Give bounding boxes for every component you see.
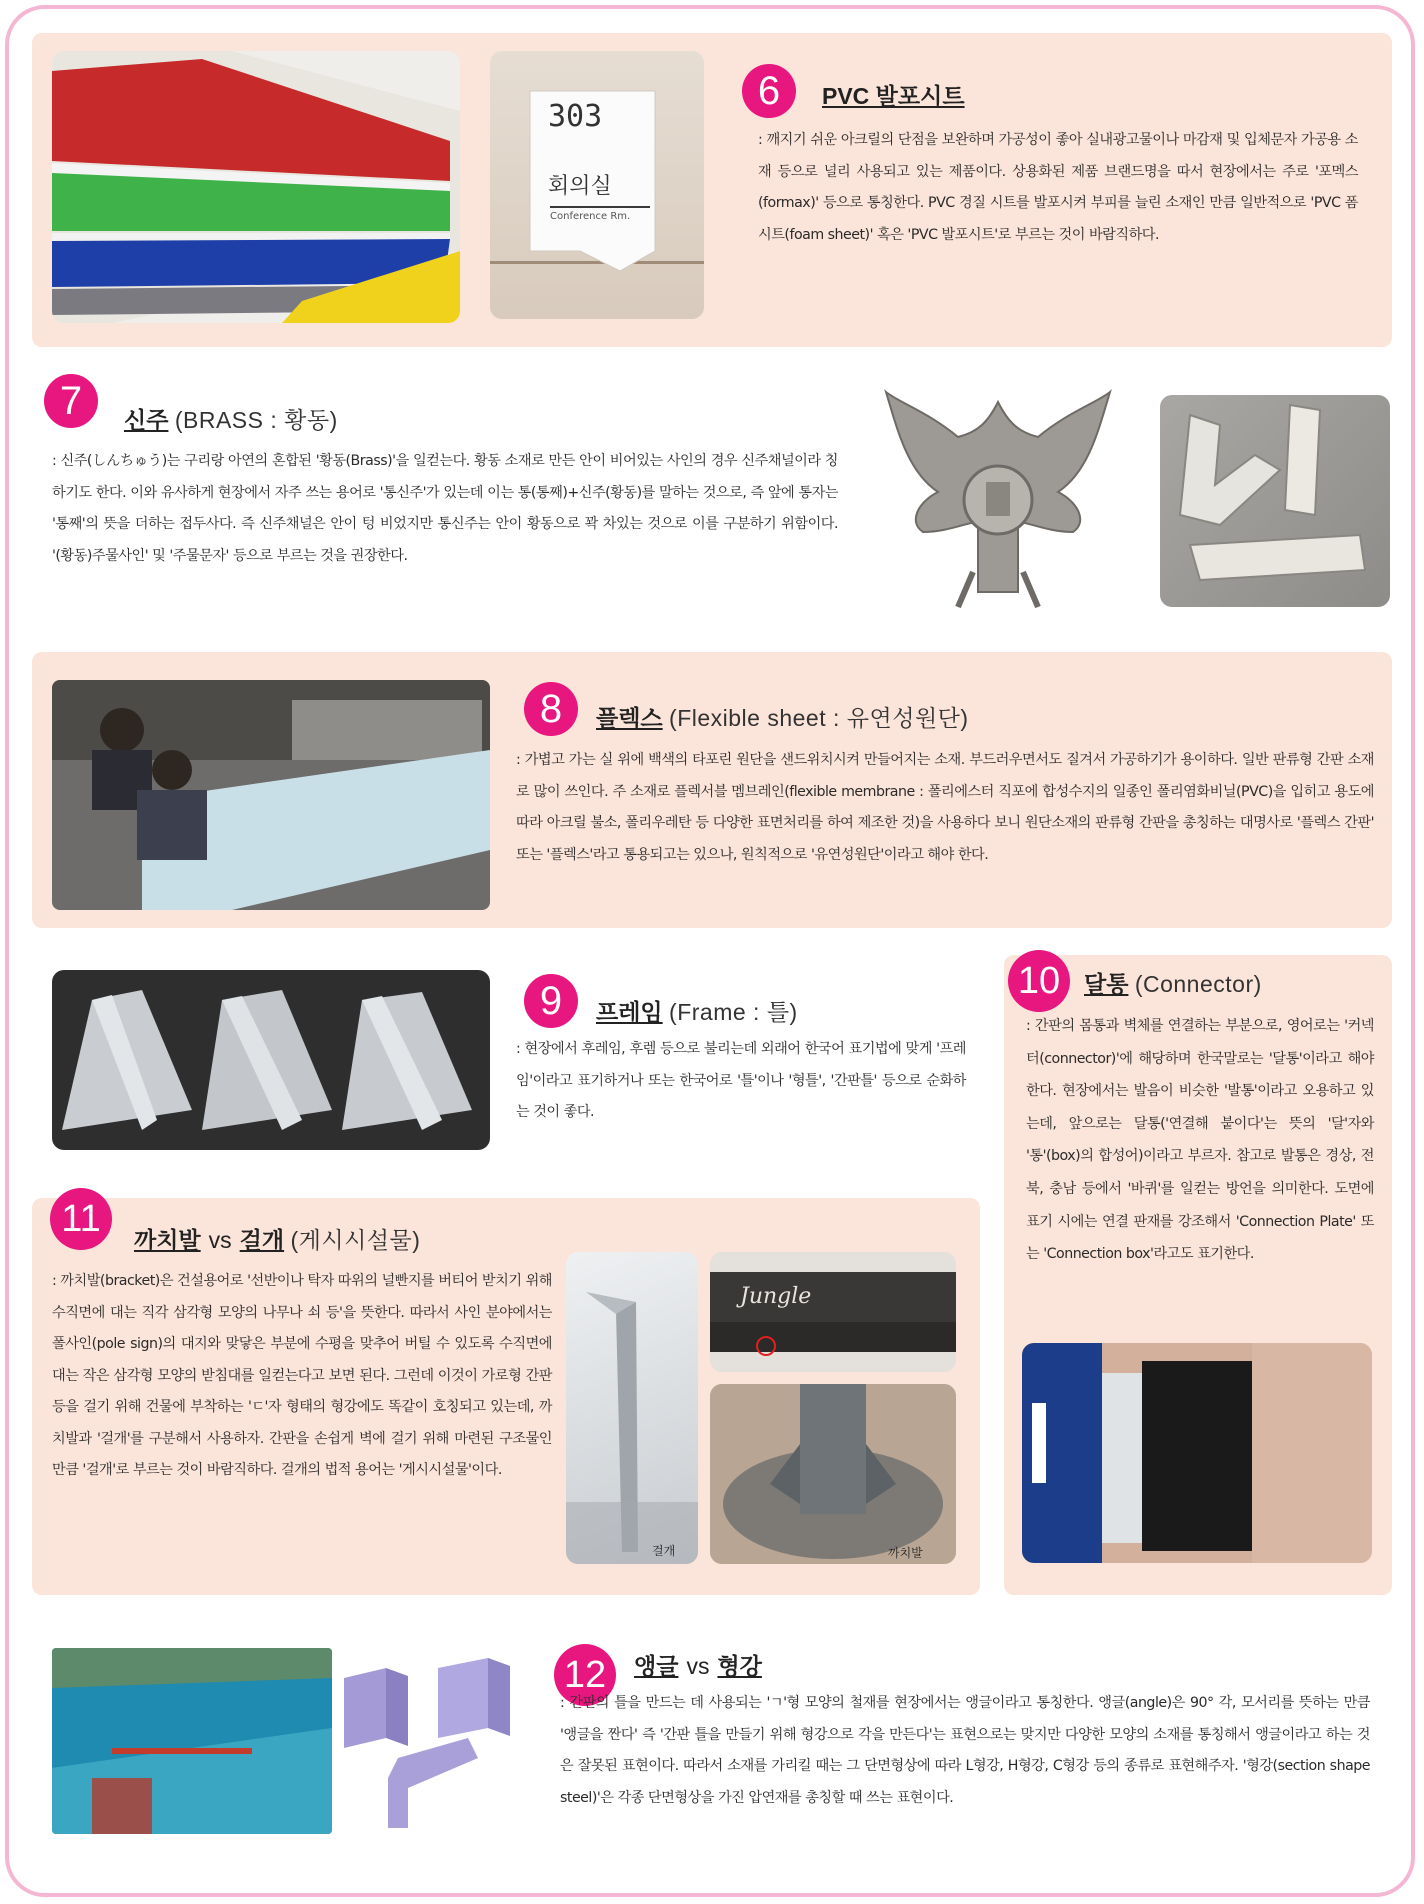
section-9-title-en: (Frame : 틀) <box>669 999 798 1025</box>
room-number: 303 <box>548 99 603 134</box>
section-11-title-b: 걸개 <box>239 1227 285 1253</box>
brass-eagle-photo <box>878 382 1118 612</box>
section-6-number: 6 <box>742 64 796 118</box>
section-7-body: : 신주(しんちゅう)는 구리랑 아연의 혼합된 '황동(Brass)'을 일컫는다. 황동 소재로 만든 안이 비어있는 사인의 경우 신주채널이라 칭하기도 한다. 이와 유사하게 현장에서 자주 쓰는 용어로 '통신주'가 있는데 이는 통(통째)+신주(황동)를 말하는 것으로, 즉 앞에 통자는 '통째'의 뜻을 더하는 접두사다. 즉 신주채널은 안이 텅 비었지만 통신주는 안이 황동으로 꽉 차있는 것으로 이를 구분하기 위함이다. '(황동)주물사인' 및 '주물문자' 등으로 부르는 것을 권장한다. <box>52 453 838 564</box>
section-12-title <box>634 1648 762 1681</box>
caption-bracket: 까치발 <box>888 1546 923 1560</box>
brass-letter-photo <box>1160 395 1390 607</box>
store-sign-photo <box>710 1252 956 1372</box>
section-8-title <box>596 700 969 733</box>
caption-hanger: 걸개 <box>652 1544 676 1558</box>
section-12-number: 12 <box>554 1644 616 1706</box>
section-shapes-illustration <box>338 1648 538 1834</box>
section-10-title-text: 달통 <box>1084 971 1129 997</box>
section-6-body: : 깨지기 쉬운 아크릴의 단점을 보완하며 가공성이 좋아 실내광고물이나 마감재 및 입체문자 가공용 소재 등으로 널리 사용되고 있는 제품이다. 상용화된 제품 브랜드명을 따서 현장에서는 주로 '포멕스(formax)' 등으로 통칭한다. PVC 경질 시트를 발포시켜 부피를 늘린 소재인 만큼 일반적으로 'PVC 폼 시트(foam sheet)' 혹은 'PVC 발포시트'로 부르는 것이 바람직하다. <box>758 132 1358 243</box>
section-12-title-b: 형강 <box>717 1653 762 1679</box>
section-7-title <box>124 402 338 435</box>
section-10-number: 10 <box>1008 950 1070 1012</box>
flex-sheet-workers-photo <box>52 680 490 910</box>
section-10-body: : 간판의 몸통과 벽체를 연결하는 부분으로, 영어로는 '커넥터(connector)'에 해당하며 한국말로는 '달통'이라고 해야 한다. 현장에서는 발음이 비슷한 '발통'이라고 오용하고 있는데, 앞으로는 달통('연결해 붙이다'는 뜻의 '달'자와 '통'(box)의 합성어)이라고 부르자. 참고로 발통은 경상, 전북, 충남 등에서 '바퀴'를 일컫는 방언을 의미한다. 도면에 표기 시에는 연결 판재를 강조해서 'Connection Plate' 또는 'Connection box'라고도 표기한다. <box>1026 1018 1374 1263</box>
pvc-sheets-photo <box>52 51 460 323</box>
section-8-title-text: 플렉스 <box>596 705 663 731</box>
bracket-hanger-photo <box>566 1252 698 1564</box>
section-11-title <box>134 1222 420 1255</box>
section-8-number: 8 <box>524 682 578 736</box>
section-12-vs: vs <box>686 1653 710 1679</box>
section-10-title-en: (Connector) <box>1134 971 1262 997</box>
section-9-body: : 현장에서 후레임, 후렘 등으로 불리는데 외래어 한국어 표기법에 맞게 '프레임'이라고 표기하거나 또는 한국어로 '틀'이나 '형틀', '간판틀' 등으로 순화하는 것이 좋다. <box>516 1041 966 1120</box>
frame-profiles-photo <box>52 970 490 1150</box>
pole-bracket-photo <box>710 1384 956 1564</box>
section-11-title-a: 까치발 <box>134 1227 201 1253</box>
section-11-vs: vs <box>208 1227 232 1253</box>
store-sign-text: Jungle <box>740 1284 812 1309</box>
section-12-title-a: 앵글 <box>634 1653 679 1679</box>
section-11-number: 11 <box>50 1188 112 1250</box>
section-6-title-text: PVC 발포시트 <box>822 83 965 109</box>
section-10-title <box>1084 966 1262 999</box>
connector-photo <box>1022 1343 1372 1563</box>
section-7-title-text: 신주 <box>124 407 169 433</box>
room-name-en: Conference Rm. <box>550 211 631 222</box>
section-9-title <box>596 994 798 1027</box>
room-sign-photo <box>490 51 704 319</box>
section-7-number: 7 <box>44 374 98 428</box>
section-11-title-en: (게시시설물) <box>290 1227 421 1253</box>
room-name: 회의실 <box>548 174 612 199</box>
section-9-number: 9 <box>524 974 578 1028</box>
steel-frame-photo <box>52 1648 332 1834</box>
section-8-body: : 가볍고 가는 실 위에 백색의 타포린 원단을 샌드위치시켜 만들어지는 소재. 부드러우면서도 질겨서 가공하기가 용이하다. 일반 판류형 간판 소재로 많이 쓰인다. 주 소재로 플렉서블 멤브레인(flexible membrane : 폴리에스터 직포에 합성수지의 일종인 폴리염화비닐(PVC)을 입히고 용도에 따라 아크릴 불소, 폴리우레탄 등 다양한 표면처리를 하여 제조한 것)을 사용하다 보니 원단소재의 판류형 간판을 총칭하는 대명사로 '플렉스 간판' 또는 '플렉스'라고 통용되고는 있으나, 원칙적으로 '유연성원단'이라고 해야 한다. <box>516 752 1374 863</box>
section-8-title-en: (Flexible sheet : 유연성원단) <box>669 705 969 731</box>
section-11-body: : 까치발(bracket)은 건설용어로 '선반이나 탁자 따위의 널빤지를 버티어 받치기 위해 수직면에 대는 직각 삼각형 모양의 나무나 쇠 등'을 뜻한다. 따라서 사인 분야에서는 폴사인(pole sign)의 대지와 맞닿은 부분에 수평을 맞추어 버틸 수 있도록 수직면에 대는 작은 삼각형 모양의 받침대를 일컫는다고 보면 된다. 그런데 이것이 가로형 간판 등을 걸기 위해 건물에 부착하는 'ㄷ'자 형태의 형강에도 똑같이 호칭되고 있는데, 까치발과 '걸개'를 구분해서 사용하자. 간판을 손쉽게 벽에 걸기 위해 마련된 구조물인 만큼 '걸개'로 부르는 것이 바람직하다. 걸개의 법적 용어는 '게시시설물'이다. <box>52 1273 552 1478</box>
section-6-title <box>822 78 965 111</box>
section-9-title-text: 프레임 <box>596 999 663 1025</box>
section-7-title-en: (BRASS : 황동) <box>174 407 338 433</box>
section-12-body: : 간판의 틀을 만드는 데 사용되는 'ㄱ'형 모양의 철재를 현장에서는 앵글이라고 통칭한다. 앵글(angle)은 90° 각, 모서리를 뜻하는 만큼 '앵글을 짠다' 즉 '간판 틀을 만들기 위해 형강으로 각을 만든다'는 표현으로는 맞지만 다양한 모양의 소재를 통칭해서 앵글이라고 하는 것은 잘못된 표현이다. 따라서 소재를 가리킬 때는 그 단면형상에 따라 L형강, H형강, C형강 등의 종류로 표현해주자. '형강(section shape steel)'은 각종 단면형상을 가진 압연재를 총칭할 때 쓰는 표현이다. <box>560 1695 1370 1806</box>
